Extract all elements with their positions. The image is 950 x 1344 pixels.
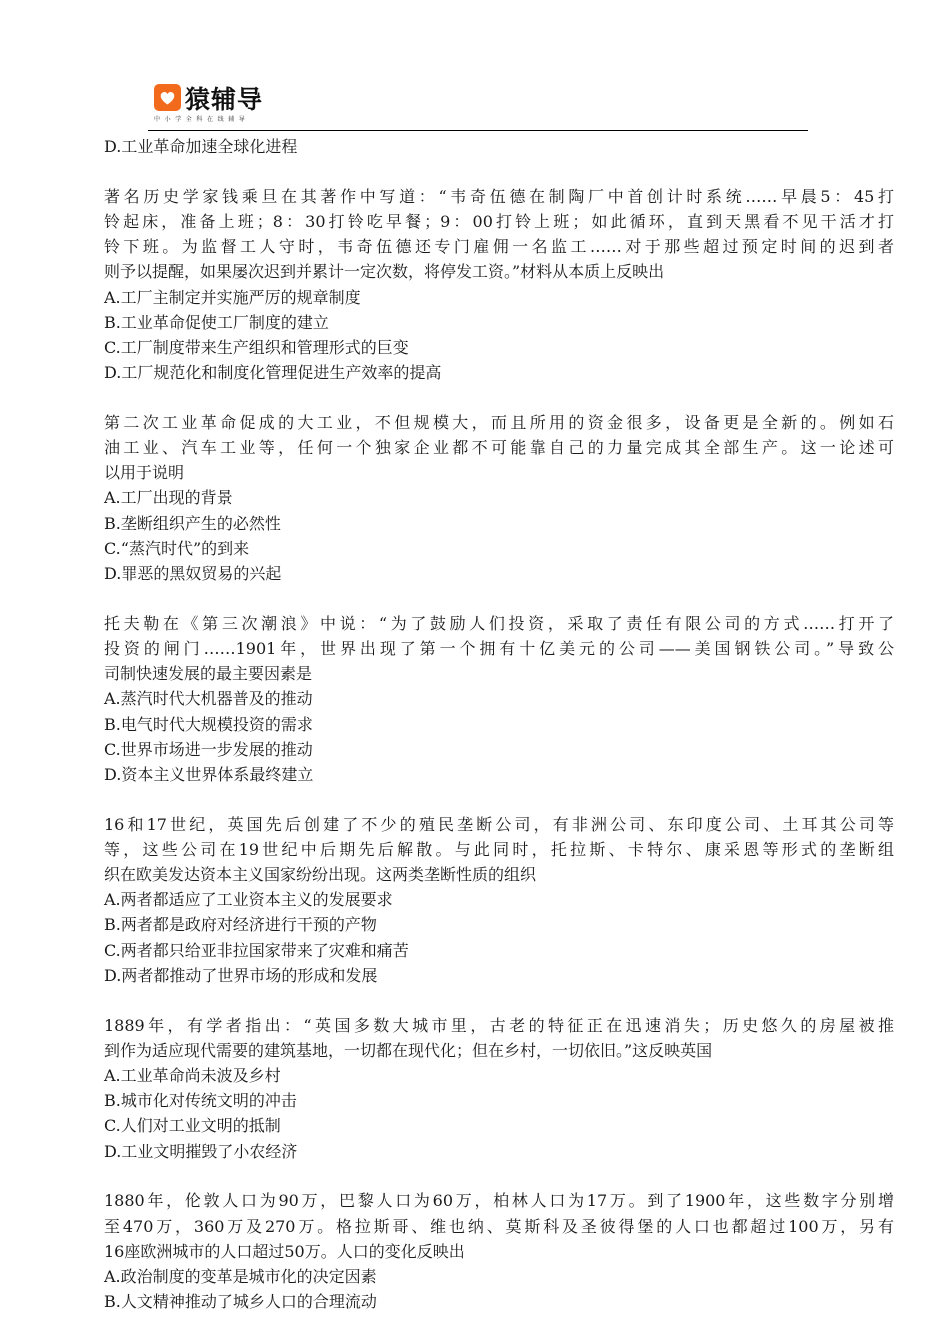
question-stem-line: 1889年，有学者指出：“英国多数大城市里，古老的特征正在迅速消失；历史悠久的房屋被推 (104, 1015, 894, 1035)
question-stem-line: 投资的闸门……1901年，世界出现了第一个拥有十亿美元的公司——美国钢铁公司。”导致公 (104, 638, 894, 658)
header-divider (148, 130, 808, 131)
question-block (104, 611, 894, 787)
question-stem-line: 到作为适应现代需要的建筑基地，一切都在现代化；但在乡村，一切依旧。”这反映英国 (104, 1040, 713, 1060)
answer-option: A.政治制度的变革是城市化的决定因素 (104, 1266, 377, 1286)
logo-subtitle: 中小学全科在线辅导 (154, 116, 250, 123)
question-spacer (104, 385, 894, 410)
question-spacer (104, 1164, 894, 1189)
question-stem-line: 以用于说明 (104, 463, 185, 483)
question-stem-line: 至470万，360万及270万。格拉斯哥、维也纳、莫斯科及圣彼得堡的人口也都超过100万，另有 (104, 1216, 894, 1236)
question-stem-line: 16和17世纪，英国先后创建了不少的殖民垄断公司，有非洲公司、东印度公司、土耳其公司等 (104, 814, 894, 834)
answer-option: D.资本主义世界体系最终建立 (104, 764, 314, 784)
question-stem-line: 第二次工业革命促成的大工业，不但规模大，而且所用的资金很多，设备更是全新的。例如石 (104, 412, 894, 432)
answer-option: B.人文精神推动了城乡人口的合理流动 (104, 1292, 377, 1312)
answer-option: D.两者都推动了世界市场的形成和发展 (104, 965, 378, 985)
question-stem-line: 16座欧洲城市的人口超过50万。人口的变化反映出 (104, 1241, 465, 1261)
question-stem-line: 著名历史学家钱乘旦在其著作中写道：“韦奇伍德在制陶厂中首创计时系统……早晨5：45打 (104, 186, 894, 206)
question-block (104, 184, 894, 386)
answer-option: B.垄断组织产生的必然性 (104, 513, 281, 533)
answer-option: A.工厂出现的背景 (104, 488, 233, 508)
question-stem-line: 等，这些公司在19世纪中后期先后解散。与此同时，托拉斯、卡特尔、康采恩等形式的垄断组 (104, 839, 894, 859)
answer-option: A.蒸汽时代大机器普及的推动 (104, 689, 313, 709)
logo-text: 猿辅导 (185, 85, 264, 114)
question-stem-line: 托夫勒在《第三次潮浪》中说：“为了鼓励人们投资，采取了责任有限公司的方式……打开了 (104, 613, 894, 633)
answer-option: C.两者都只给亚非拉国家带来了灾难和痛苦 (104, 940, 409, 960)
answer-option: B.电气时代大规模投资的需求 (104, 714, 313, 734)
page-header (148, 78, 808, 133)
answer-option: B.城市化对传统文明的冲击 (104, 1091, 297, 1111)
answer-option: C.人们对工业文明的抵制 (104, 1116, 281, 1136)
answer-option: B.工业革命促使工厂制度的建立 (104, 312, 329, 332)
answer-option: A.工厂主制定并实施严厉的规章制度 (104, 287, 361, 307)
question-stem-line: 司制快速发展的最主要因素是 (104, 664, 313, 684)
answer-option: C.世界市场进一步发展的推动 (104, 739, 313, 759)
question-stem-line: 铃起床，准备上班；8：30打铃吃早餐；9：00打铃上班；如此循环，直到天黑看不见干活才打 (104, 211, 894, 231)
answer-option: D.工厂规范化和制度化管理促进生产效率的提高 (104, 363, 442, 383)
question-stem-line: 油工业、汽车工业等，任何一个独家企业都不可能靠自己的力量完成其全部生产。这一论述可 (104, 438, 894, 458)
answer-option: D.罪恶的黑奴贸易的兴起 (104, 564, 282, 583)
document-body (104, 134, 894, 1314)
question-block (104, 812, 894, 988)
question-stem-line: 织在欧美发达资本主义国家纷纷出现。这两类垄断性质的组织 (104, 865, 537, 885)
question-list (104, 159, 894, 1314)
question-spacer (104, 159, 894, 184)
answer-option: C.“蒸汽时代”的到来 (104, 538, 250, 558)
question-spacer (104, 988, 894, 1013)
logo-mark-icon (154, 84, 181, 111)
question-stem-line: 1880年，伦敦人口为90万，巴黎人口为60万，柏林人口为17万。到了1900年，这些数字分别增 (104, 1191, 894, 1211)
question-block (104, 1013, 894, 1164)
answer-option: B.两者都是政府对经济进行干预的产物 (104, 915, 377, 935)
previous-question-option: D.工业革命加速全球化进程 (104, 137, 298, 156)
answer-option: A.两者都适应了工业资本主义的发展要求 (104, 890, 393, 910)
question-stem-line: 铃下班。为监督工人守时，韦奇伍德还专门雇佣一名监工……对于那些超过预定时间的迟到者 (104, 237, 894, 257)
answer-option: A.工业革命尚未波及乡村 (104, 1065, 281, 1085)
answer-option: C.工厂制度带来生产组织和管理形式的巨变 (104, 337, 409, 357)
question-block (104, 1188, 894, 1314)
answer-option: D.工业文明摧毁了小农经济 (104, 1141, 298, 1161)
question-spacer (104, 787, 894, 812)
question-stem-line: 则予以提醒，如果屡次迟到并累计一定次数，将停发工资。”材料从本质上反映出 (104, 262, 665, 282)
question-block (104, 410, 894, 586)
question-spacer (104, 586, 894, 611)
